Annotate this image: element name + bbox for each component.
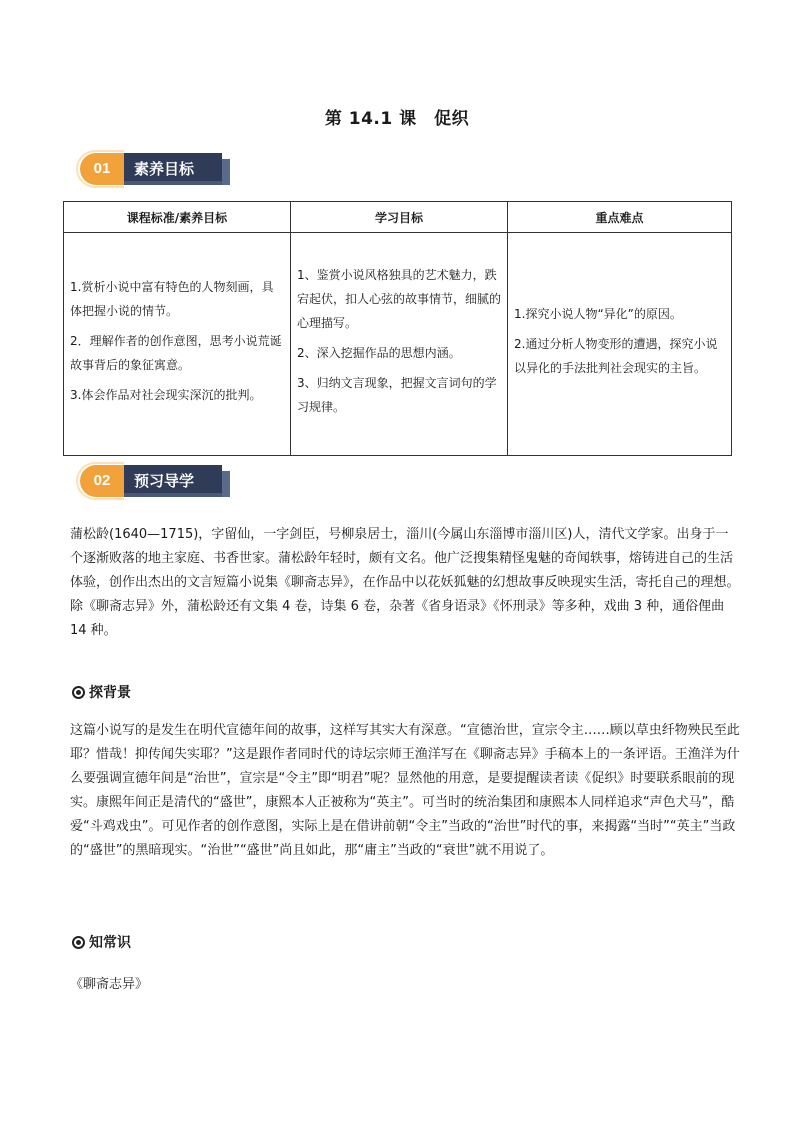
table-header: 重点难点	[508, 202, 732, 233]
cell-item: 3.体会作品对社会现实深沉的批判。	[70, 388, 262, 402]
section-header-goals	[80, 153, 230, 185]
background-heading	[72, 682, 131, 702]
section-label: 预习导学	[124, 465, 222, 497]
table-header: 学习目标	[291, 202, 508, 233]
section-header-preview	[80, 465, 230, 497]
target-icon	[72, 936, 85, 949]
background-heading-text: 探背景	[89, 685, 131, 701]
table-row	[64, 233, 732, 456]
table-cell-standards	[64, 233, 291, 456]
table-header: 课程标准/素养目标	[64, 202, 291, 233]
background-text: 这篇小说写的是发生在明代宣德年间的故事，这样写其实大有深意。“宣德治世，宣宗令主……顾以草虫纤物殃民至此耶？惜哉！抑传闻失实耶？”这是跟作者同时代的诗坛宗师王渔洋写在《聊斋志异》手稿本上的一条评语。王渔洋为什么要强调宣德年间是“治世”，宣宗是“令主”即“明君”呢？显然他的用意，是要提醒读者读《促织》时要联系眼前的现实。康熙年间正是清代的“盛世”，康熙本人正被称为“英主”。可当时的统治集团和康熙本人同样追求“声色犬马”，酷爱“斗鸡戏虫”。可见作者的创作意图，实际上是在借讲前朝“令主”当政的“治世”时代的事，来揭露“当时”“英主”当政的“盛世”的黑暗现实。“治世”“盛世”尚且如此，那“庸主”当政的“衰世”就不用说了。	[70, 723, 740, 858]
page-title: 第 14.1 课 促织	[324, 109, 470, 129]
cell-item: 2、深入挖掘作品的思想内涵。	[297, 346, 461, 360]
cell-item: 3、归纳文言现象，把握文言词句的学习规律。	[297, 376, 497, 414]
author-intro: 蒲松龄(1640—1715)，字留仙，一字剑臣，号柳泉居士，淄川(今属山东淄博市淄川区)人，清代文学家。出身于一个逐渐败落的地主家庭、书香世家。蒲松龄年轻时，颇有文名。他广泛搜集精怪鬼魅的奇闻轶事，熔铸进自己的生活体验，创作出杰出的文言短篇小说集《聊斋志异》，在作品中以花妖狐魅的幻想故事反映现实生活，寄托自己的理想。除《聊斋志异》外，蒲松龄还有文集 4 卷，诗集 6 卷，杂著《省身语录》《怀刑录》等多种，戏曲 3 种，通俗俚曲 14 种。	[70, 527, 740, 638]
goals-table	[63, 201, 732, 456]
table-cell-key-points	[508, 233, 732, 456]
cell-item: 1.赏析小说中富有特色的人物刻画，具体把握小说的情节。	[70, 280, 274, 318]
cell-item: 2.通过分析人物变形的遭遇，探究小说以异化的手法批判社会现实的主旨。	[514, 337, 718, 375]
cell-item: 2．理解作者的创作意图，思考小说荒诞故事背后的象征寓意。	[70, 334, 282, 372]
cell-item: 1、鉴赏小说风格独具的艺术魅力，跌宕起伏，扣人心弦的故事情节，细腻的心理描写。	[297, 268, 502, 330]
knowledge-text: 《聊斋志异》	[70, 977, 149, 992]
target-icon	[72, 686, 85, 699]
knowledge-heading-text: 知常识	[89, 935, 131, 951]
section-number: 02	[80, 465, 124, 497]
cell-item: 1.探究小说人物“异化”的原因。	[514, 307, 682, 321]
section-number: 01	[80, 153, 124, 185]
table-header-row	[64, 202, 732, 233]
section-label: 素养目标	[124, 153, 222, 185]
table-cell-objectives	[291, 233, 508, 456]
knowledge-heading	[72, 932, 131, 952]
